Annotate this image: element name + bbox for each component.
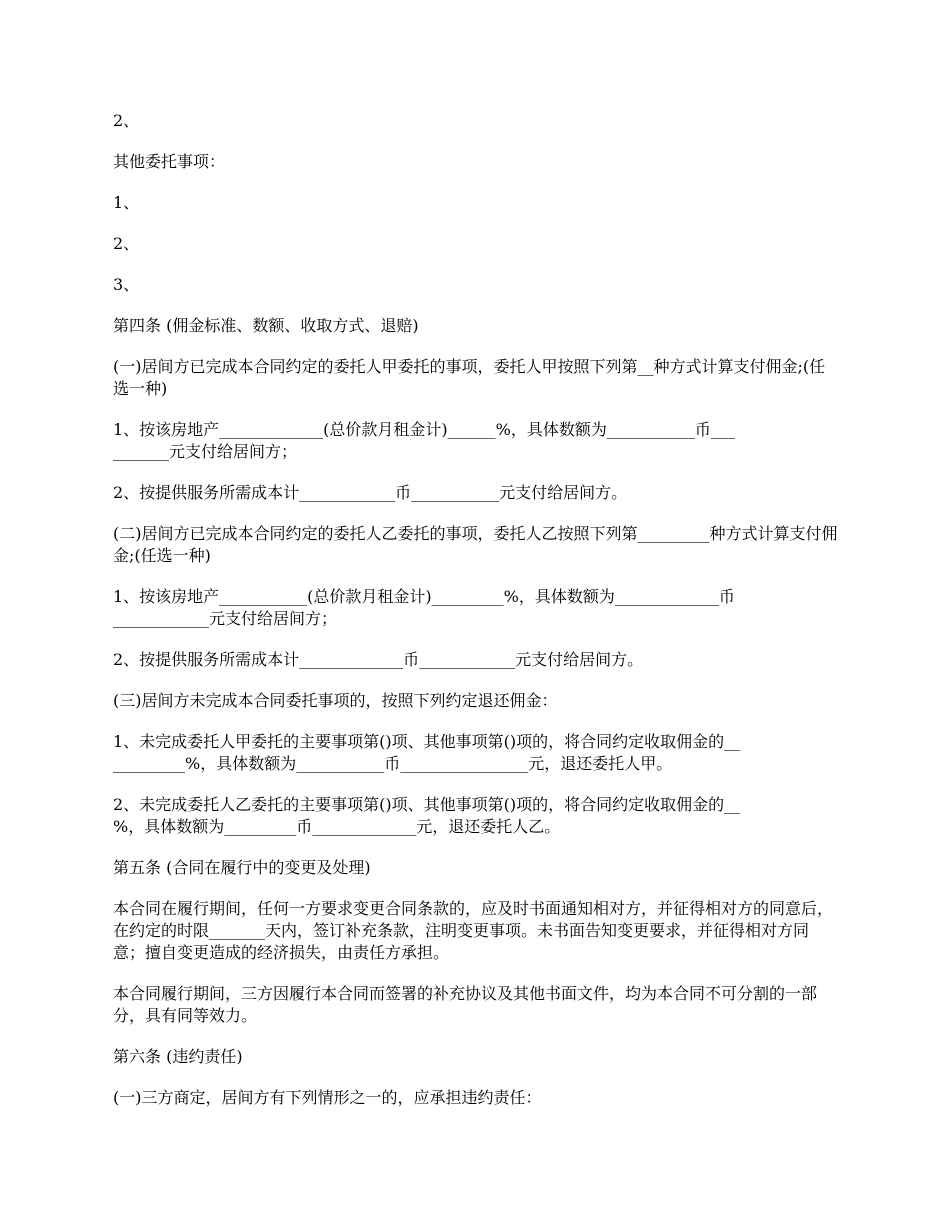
article-4-clause-1-option-2: 2、按提供服务所需成本计____________币___________元支付给居间方。 [113,483,628,502]
paragraph-item-3: 3、 [113,275,140,294]
article-4-clause-2-option-1: 1、按该房地产___________(总价款月租金计)_________%，具体数额为_____________币 ____________元支付给居间方； [113,587,735,628]
article-4-clause-1: (一)居间方已完成本合同约定的委托人甲委托的事项，委托人甲按照下列第__种方式计算支付佣金;(任选一种) [113,357,826,398]
article-4-clause-3-item-2: 2、未完成委托人乙委托的主要事项第()项、其他事项第()项的，将合同约定收取佣金的__ %，具体数额为_________币_____________元，退还委托人乙。 [113,795,741,836]
article-4-clause-3: (三)居间方未完成本合同委托事项的，按照下列约定退还佣金： [113,691,558,710]
paragraph-other-matters: 其他委托事项： [113,152,226,171]
article-6-heading: 第六条 (违约责任) [113,1047,243,1066]
paragraph-item-2b: 2、 [113,234,140,253]
paragraph-item-2: 2、 [113,111,140,130]
article-4-clause-1-option-1: 1、按该房地产_____________(总价款月租金计)______%，具体数额为___________币___ _______元支付给居间方； [113,420,735,461]
article-6-clause-1: (一)三方商定，居间方有下列情形之一的，应承担违约责任： [113,1088,542,1107]
article-4-heading: 第四条 (佣金标准、数额、收取方式、退赔) [113,316,419,335]
article-5-paragraph-2: 本合同履行期间，三方因履行本合同而签署的补充协议及其他书面文件，均为本合同不可分割的一部分，具有同等效力。 [113,984,818,1025]
article-5-paragraph-1: 本合同在履行期间，任何一方要求变更合同条款的，应及时书面通知相对方，并征得相对方的同意后，在约定的时限_______天内，签订补充条款，注明变更事项。未书面告知变更要求，并征得相对方同意；擅自变更造成的经济损失，由责任方承担。 [113,899,834,962]
article-5-heading: 第五条 (合同在履行中的变更及处理) [113,858,371,877]
article-4-clause-2: (二)居间方已完成本合同约定的委托人乙委托的事项，委托人乙按照下列第_________种方式计算支付佣金;(任选一种) [113,524,838,565]
article-4-clause-2-option-2: 2、按提供服务所需成本计_____________币____________元支付给居间方。 [113,650,644,669]
document-page [113,110,839,1128]
paragraph-item-1: 1、 [113,193,140,212]
article-4-clause-3-item-1: 1、未完成委托人甲委托的主要事项第()项、其他事项第()项的，将合同约定收取佣金的__ _________%，具体数额为___________币________________元，退还委托人甲。 [113,732,741,773]
